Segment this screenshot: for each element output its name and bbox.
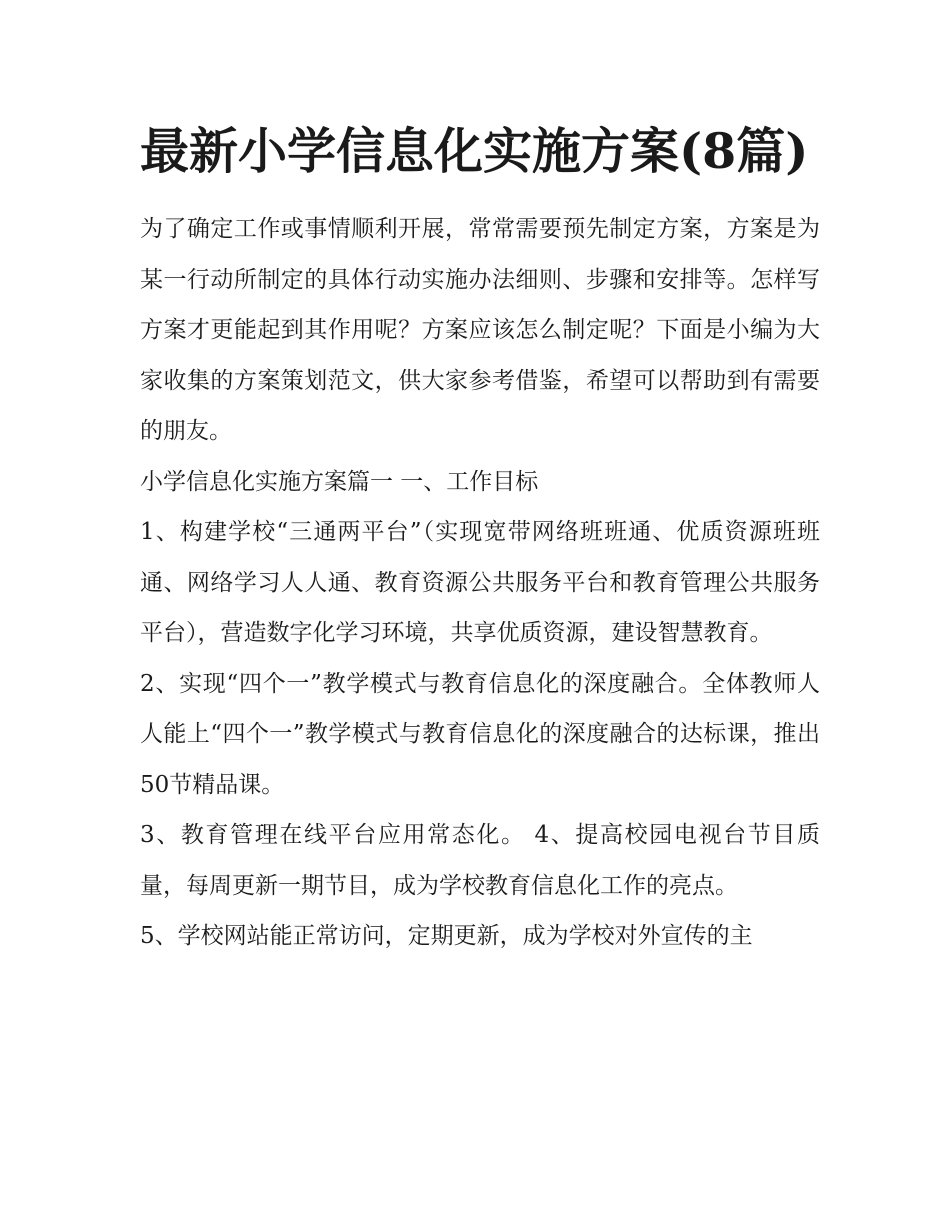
paragraph-section-heading: 小学信息化实施方案篇一 一、工作目标 — [140, 468, 539, 495]
paragraph-goal-5: 5、学校网站能正常访问，定期更新，成为学校对外宣传的主 — [140, 923, 753, 949]
paragraph-intro: 为了确定工作或事情顺利开展，常常需要预先制定方案，方案是为某一行动所制定的具体行动实施办法细则、步骤和安排等。怎样写方案才更能起到其作用呢？方案应该怎么制定呢？下面是小编为大家收集的方案策划范文，供大家参考借鉴，希望可以帮助到有需要的朋友。 — [140, 216, 820, 444]
paragraph-goal-1: 1、构建学校“三通两平台”（实现宽带网络班班通、优质资源班班通、网络学习人人通、教育资源公共服务平台和教育管理公共服务平台），营造数字化学习环境，共享优质资源，建设智慧教育。 — [140, 519, 820, 646]
paragraph-goal-2: 2、实现“四个一”教学模式与教育信息化的深度融合。全体教师人人能上“四个一”教学模式与教育信息化的深度融合的达标课，推出50节精品课。 — [140, 670, 820, 798]
paragraph-goal-3-4: 3、教育管理在线平台应用常态化。 4、提高校园电视台节目质量，每周更新一期节目，成为学校教育信息化工作的亮点。 — [140, 822, 820, 899]
document-page — [140, 112, 820, 962]
document-title: 最新小学信息化实施方案(8篇) — [140, 122, 809, 180]
